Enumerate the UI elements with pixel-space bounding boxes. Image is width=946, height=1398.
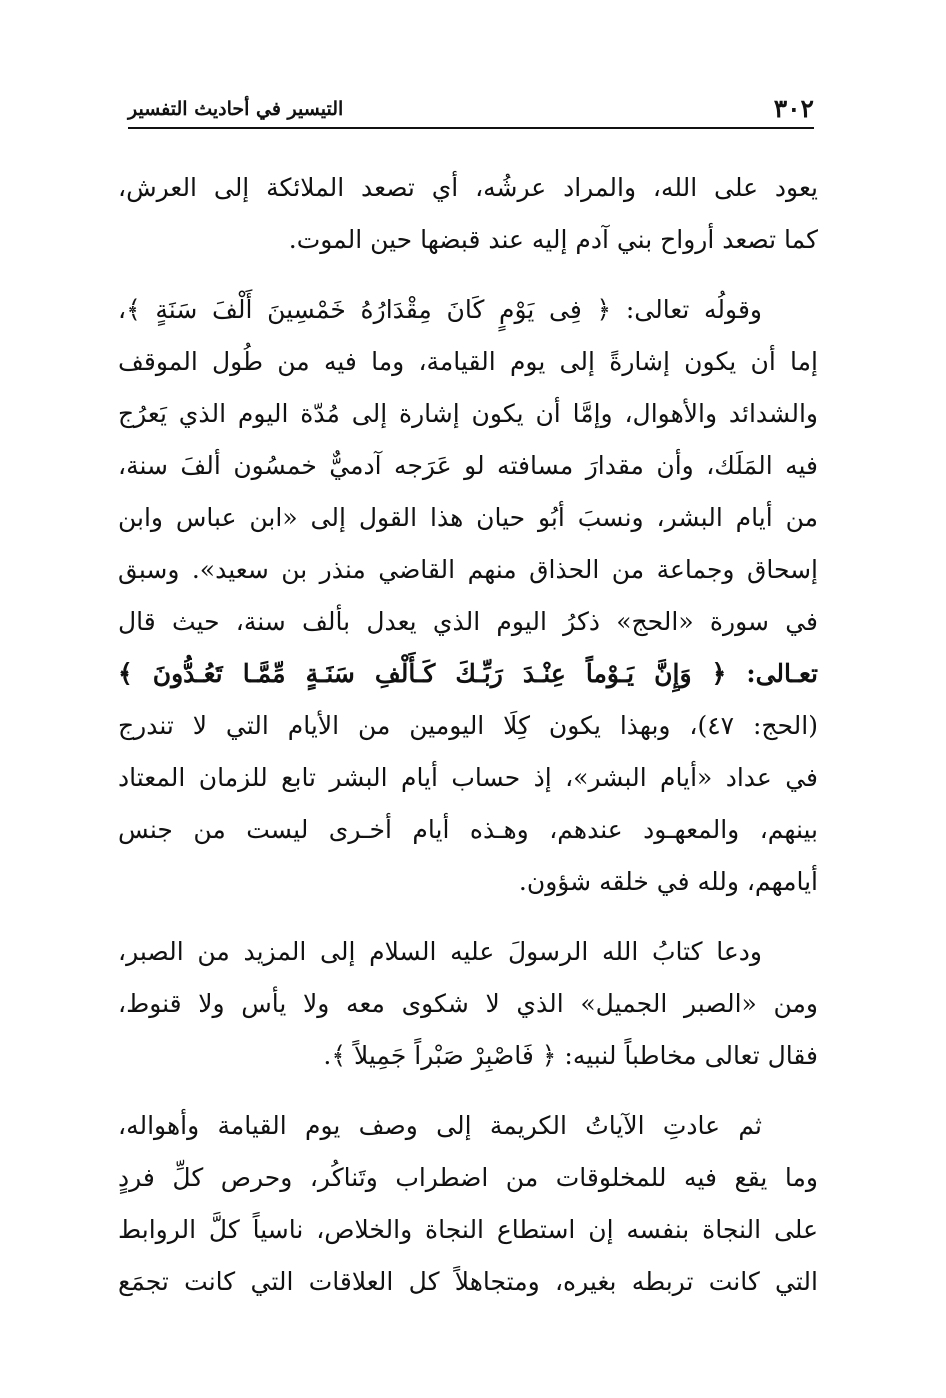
page-number: ٣٠٢ [773, 94, 814, 123]
text-line: التي كانت تربطه بغيره، ومتجاهلاً كل العلاقات التي كانت تجمَع [118, 1267, 818, 1296]
text-line: إسحاق وجماعة من الحذاق منهم القاضي منذر بن سعيد». وسبق [118, 555, 818, 584]
paragraph-spacer [118, 1082, 818, 1100]
text-line: ودعا كتابُ الله الرسولَ عليه السلام إلى المزيد من الصبر، [118, 937, 762, 966]
header-divider [128, 127, 814, 129]
text-line: فيه المَلَك، وأن مقدارَ مسافته لو عَرَجه آدميٌّ خمسُون ألفَ سنة، [118, 451, 818, 480]
text-line: ثم عادتِ الآياتُ الكريمة إلى وصف يوم القيامة وأهواله، [118, 1111, 762, 1140]
paragraph-spacer [118, 266, 818, 284]
paragraph-1 [118, 162, 818, 266]
paragraph-4 [118, 1100, 818, 1308]
text-line: والشدائد والأهوال، وإمَّا أن يكون إشارة إلى مُدّة اليوم الذي يَعرُج [118, 399, 818, 428]
text-line: ومن «الصبر الجميل» الذي لا شكوى معه ولا يأس ولا قنوط، [118, 989, 818, 1018]
paragraph-3 [118, 926, 818, 1082]
text-line: من أيام البشر، ونسبَ أبُو حيان هذا القول إلى «ابن عباس وابن [118, 503, 818, 532]
text-line: في عداد «أيام البشر»، إذ حساب أيام البشر تابع للزمان المعتاد [118, 763, 818, 792]
paragraph-spacer [118, 908, 818, 926]
text-line: على النجاة بنفسه إن استطاع النجاة والخلاص، ناسياً كلَّ الروابط [118, 1215, 818, 1244]
text-line: وما يقع فيه للمخلوقات من اضطراب وتَناكُر، وحرص كلِّ فردٍ [118, 1163, 818, 1192]
body-text [118, 162, 818, 1308]
page-header [128, 90, 814, 124]
running-title: التيسير في أحاديث التفسير [128, 98, 344, 120]
text-line: بينهم، والمعهـود عندهم، وهـذه أيام أخـرى ليست من جنس [118, 815, 818, 844]
paragraph-2 [118, 284, 818, 908]
text-line: (الحج: ٤٧)، وبهذا يكون كِلَا اليومين من الأيام التي لا تندرج [118, 711, 818, 740]
text-line: فقال تعالى مخاطباً لنبيه: ﴿ فَاصْبِرْ صَبْراً جَمِيلاً ﴾. [323, 1041, 818, 1070]
text-line: في سورة «الحج» ذكرُ اليوم الذي يعدل بألف سنة، حيث قال [118, 607, 818, 636]
text-line: وقولُه تعالى: ﴿ فِى يَوْمٍ كَانَ مِقْدَارُهُ خَمْسِينَ أَلْفَ سَنَةٍ ﴾، [118, 295, 762, 324]
quran-verse-line: تعـالى: ﴿ وَإِنَّ يَـوْماً عِنْـدَ رَبِّـكَ كَـأَلْفِ سَنَـةٍ مِّمَّـا تَعُـدُّونَ ﴾ [118, 659, 818, 688]
text-line: يعود على الله، والمراد عرشُه، أي تصعد الملائكة إلى العرش، [118, 173, 818, 202]
text-line: كما تصعد أرواح بني آدم إليه عند قبضها حين الموت. [288, 225, 818, 254]
text-line: أيامهم، ولله في خلقه شؤون. [518, 867, 818, 896]
text-line: إما أن يكون إشارةً إلى يوم القيامة، وما فيه من طُول الموقف [118, 347, 818, 376]
